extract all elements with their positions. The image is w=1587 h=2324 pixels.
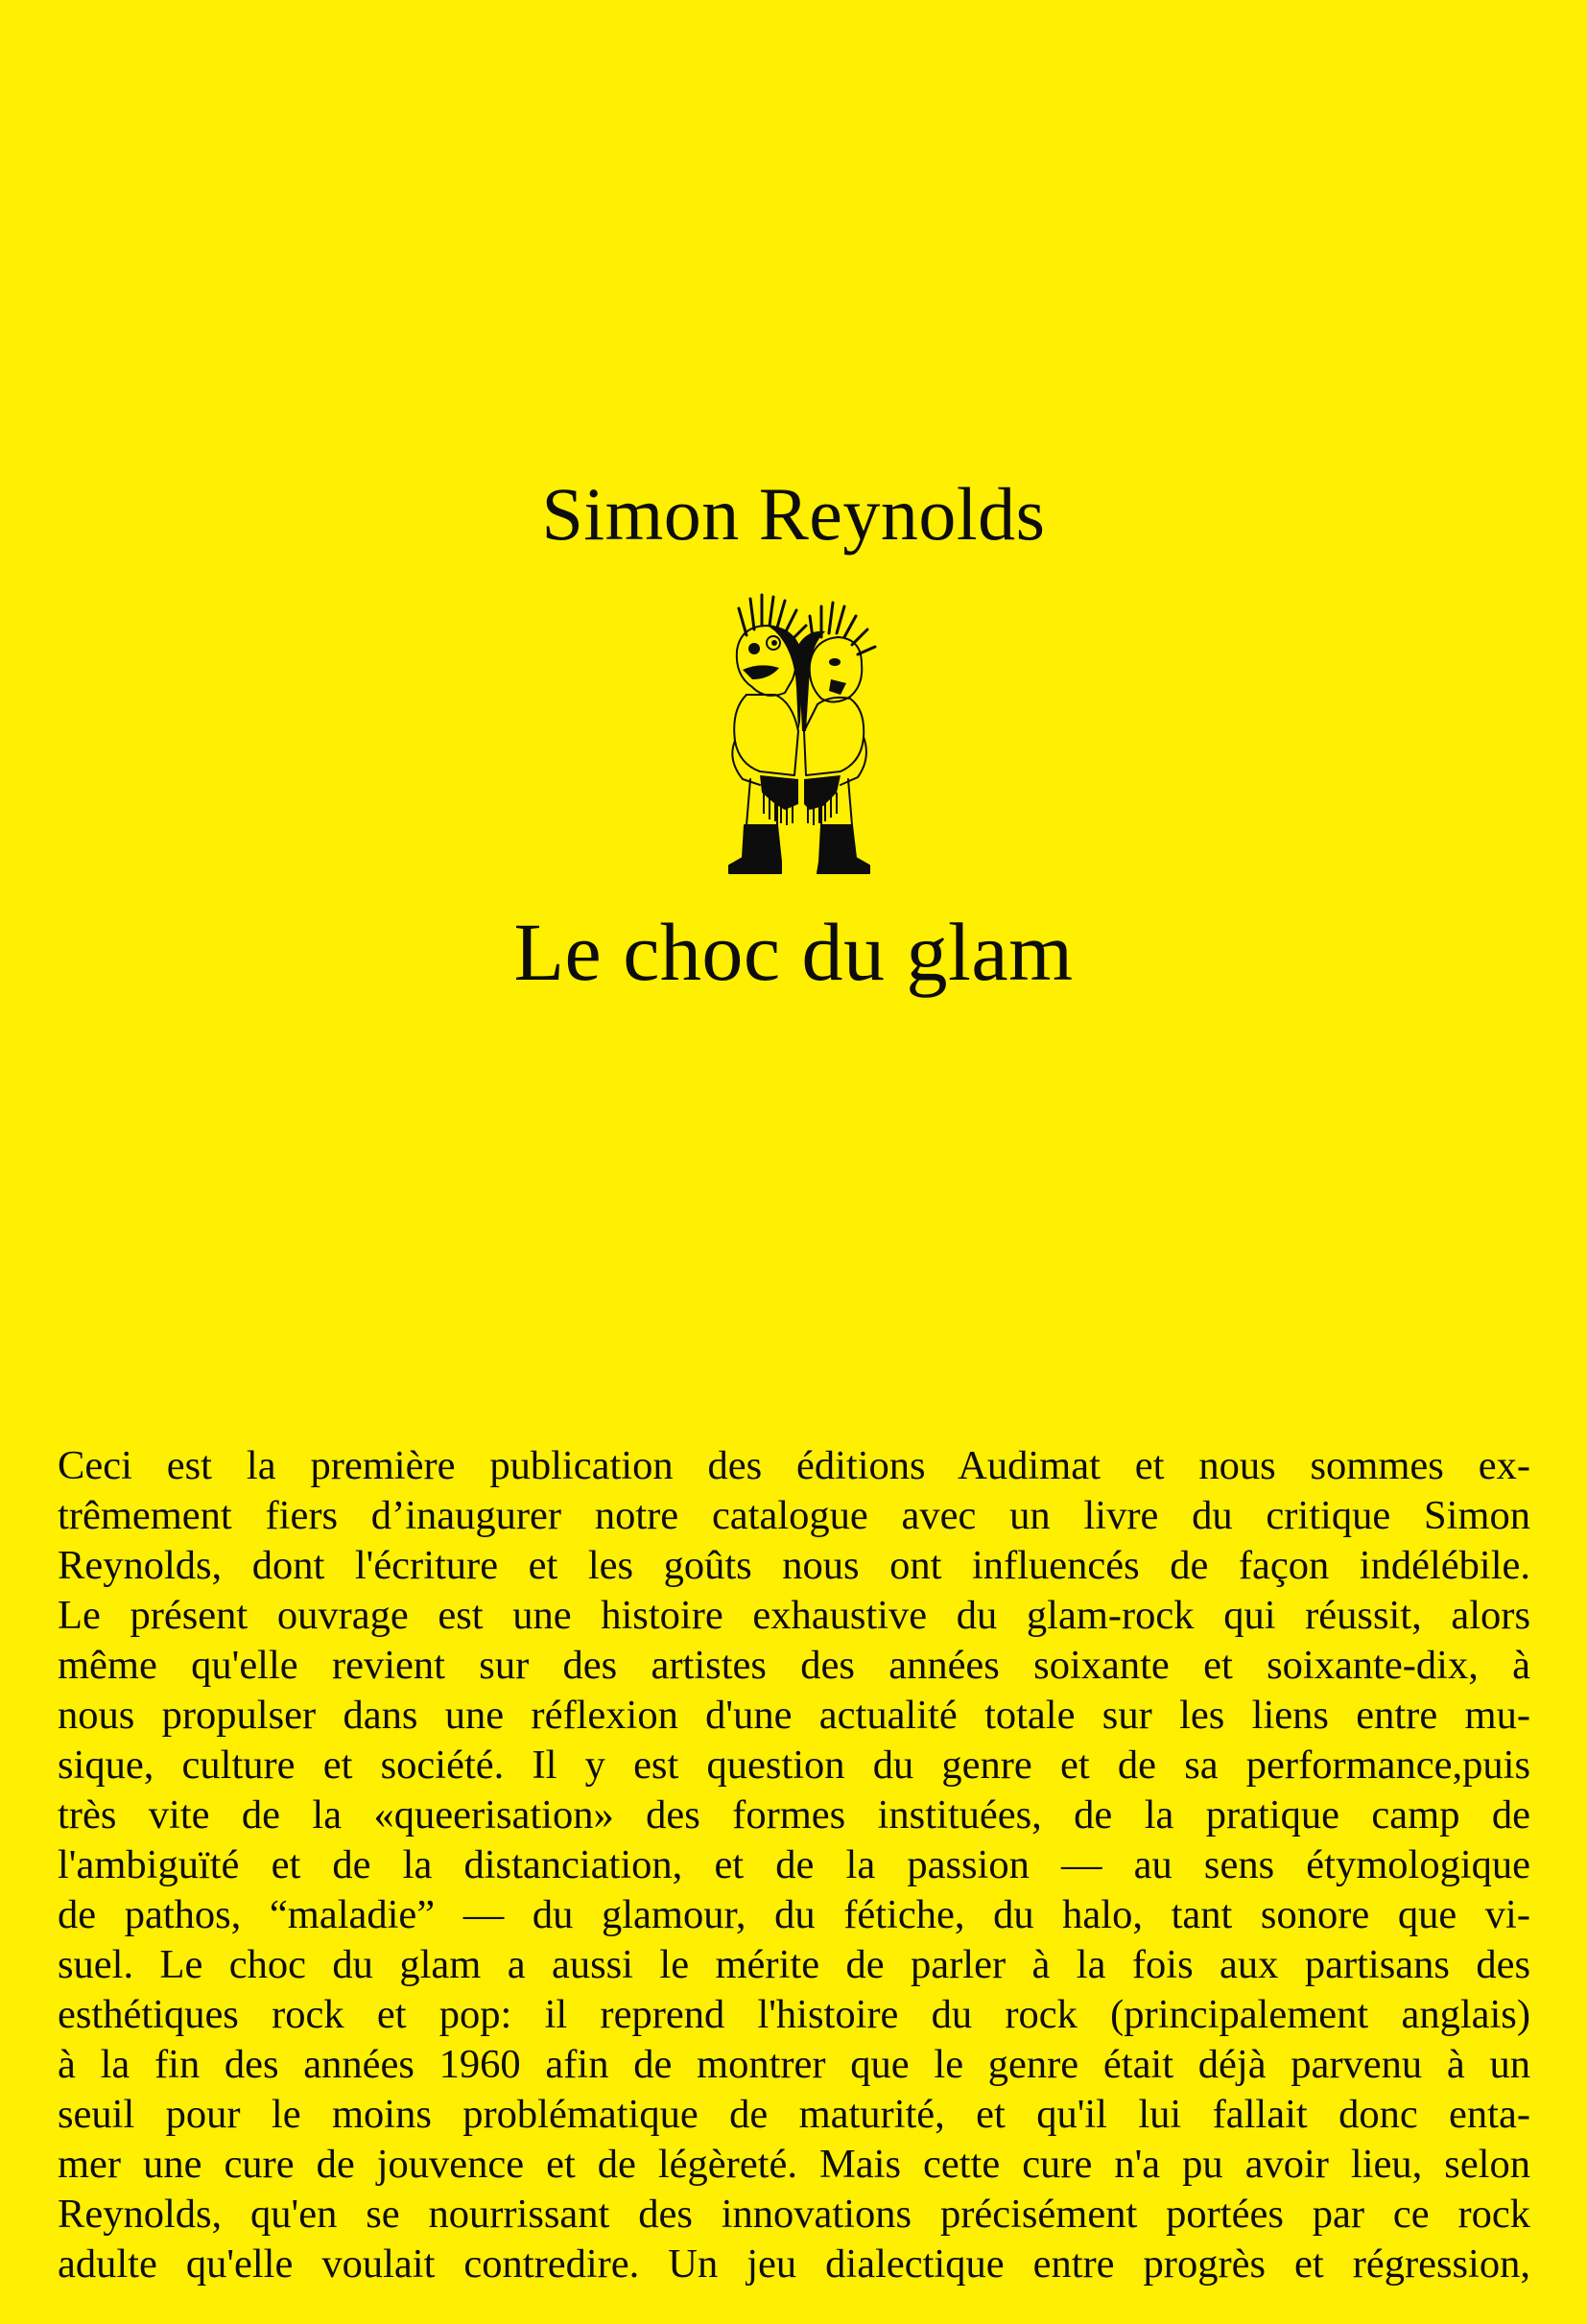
blurb-line: sique, culture et société. Il y est question du genre et de sa performance,puis	[58, 1743, 1530, 1788]
back-cover-blurb	[58, 1441, 1530, 2289]
blurb-line: Reynolds, dont l'écriture et les goûts nous ont influencés de façon indélébile.	[58, 1543, 1530, 1588]
blurb-line: adulte qu'elle voulait contredire. Un jeu dialectique entre progrès et régression,	[58, 2241, 1530, 2287]
blurb-line: nous propulser dans une réflexion d'une actualité totale sur les liens entre mu-	[58, 1693, 1530, 1738]
blurb-line: de pathos, “maladie” — du glamour, du fétiche, du halo, tant sonore que vi-	[58, 1892, 1530, 1937]
blurb-line: trêmement fiers d’inaugurer notre catalogue avec un livre du critique Simon	[58, 1493, 1530, 1538]
blurb-line: très vite de la «queerisation» des formes instituées, de la pratique camp de	[58, 1792, 1530, 1838]
blurb-line: Le présent ouvrage est une histoire exhaustive du glam-rock qui réussit, alors	[58, 1593, 1530, 1638]
author-name: Simon Reynolds	[541, 472, 1046, 556]
book-title: Le choc du glam	[513, 906, 1074, 998]
blurb-line: esthétiques rock et pop: il reprend l'histoire du rock (principalement anglais)	[58, 1992, 1530, 2037]
blurb-line: Ceci est la première publication des éditions Audimat et nous sommes ex-	[58, 1443, 1530, 1488]
blurb-line: Reynolds, qu'en se nourrissant des innovations précisément portées par ce rock	[58, 2192, 1530, 2237]
blurb-line: à la fin des années 1960 afin de montrer que le genre était déjà parvenu à un	[58, 2042, 1530, 2087]
blurb-line: mer une cure de jouvence et de légèreté. Mais cette cure n'a pu avoir lieu, selon	[58, 2142, 1530, 2187]
blurb-line: même qu'elle revient sur des artistes des années soixante et soixante-dix, à	[58, 1643, 1530, 1688]
glam-rock-twin-figures-icon	[718, 587, 879, 881]
blurb-line: seuil pour le moins problématique de maturité, et qu'il lui fallait donc enta-	[58, 2092, 1530, 2137]
blurb-line: suel. Le choc du glam a aussi le mérite de parler à la fois aux partisans des	[58, 1942, 1530, 1987]
blurb-line: l'ambiguïté et de la distanciation, et de la passion — au sens étymologique	[58, 1842, 1530, 1887]
